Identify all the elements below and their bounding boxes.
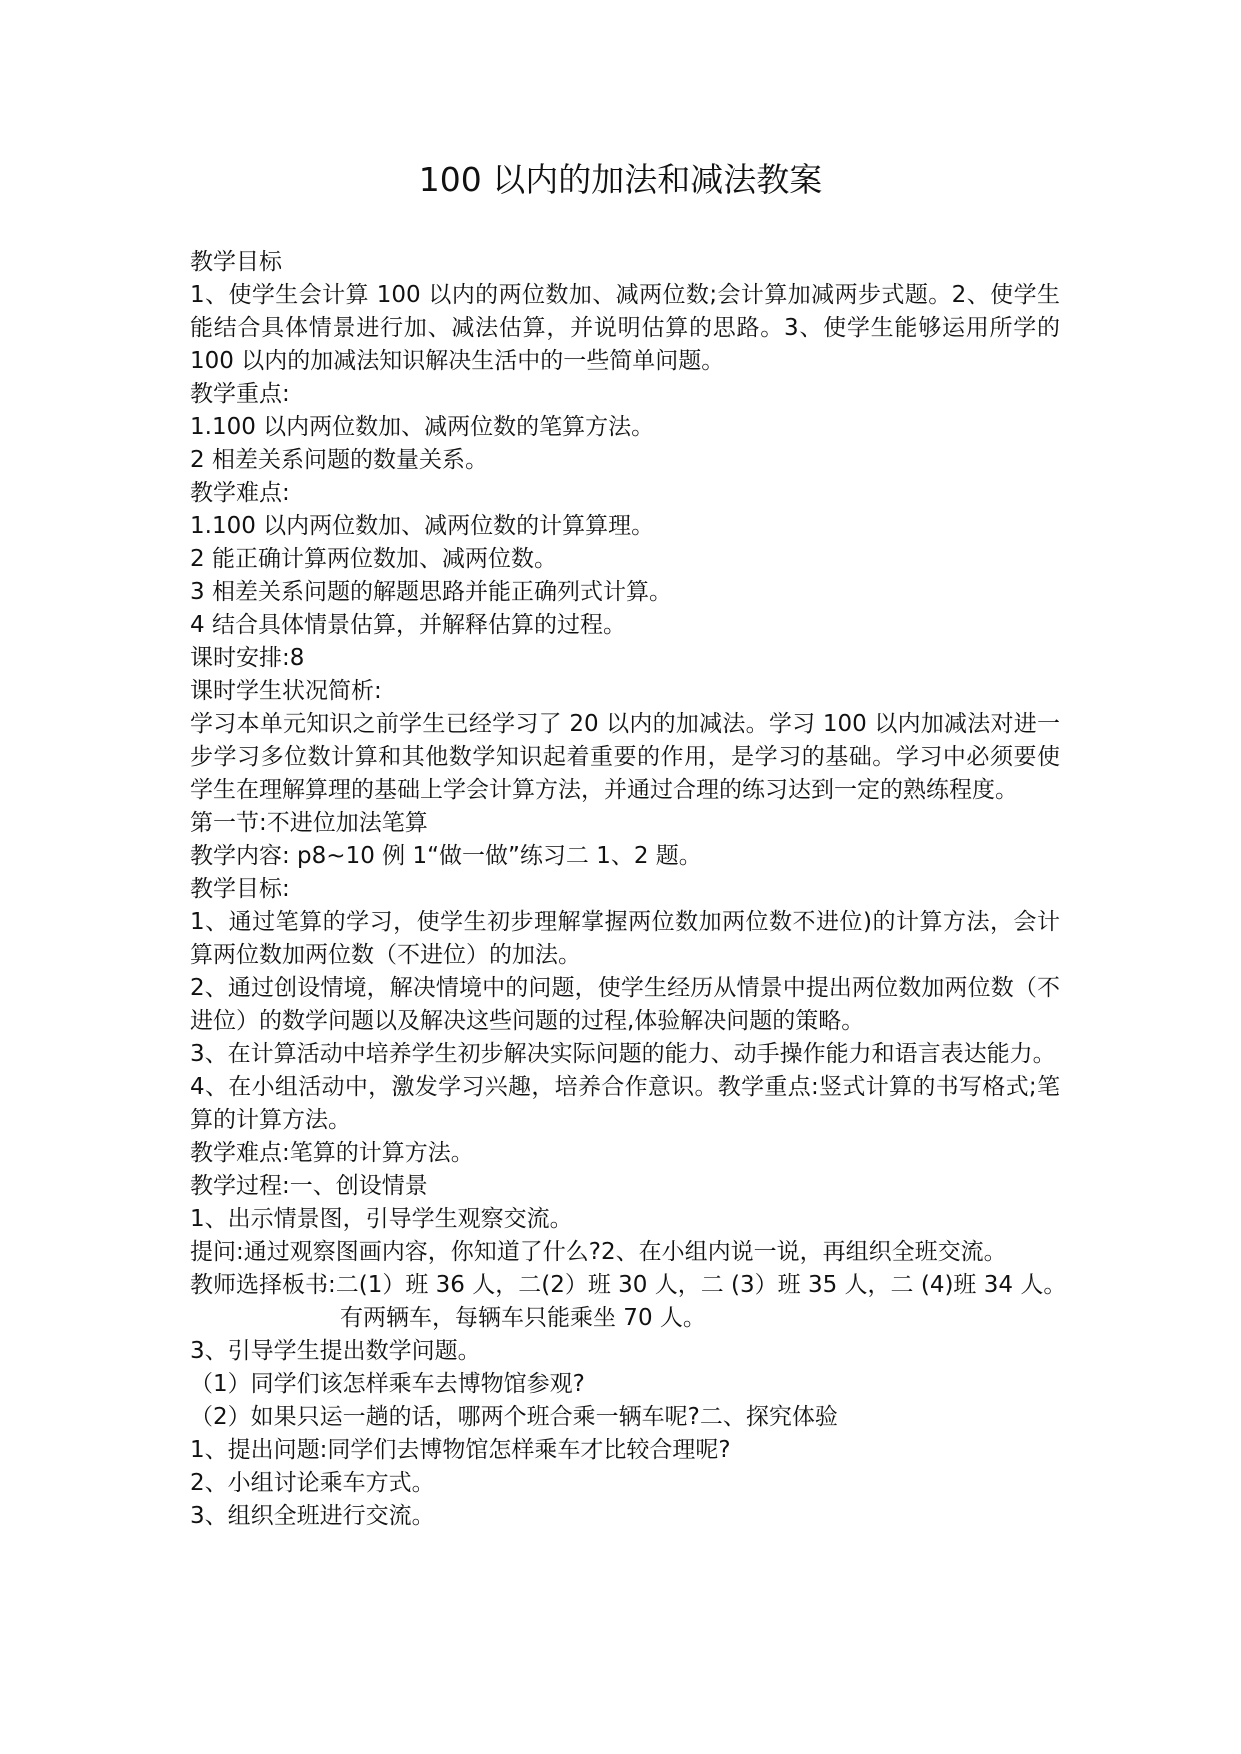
heading-key-points: 教学重点:: [190, 381, 290, 407]
heading-student-analysis: 课时学生状况简析:: [190, 678, 382, 704]
paragraph-student-analysis: 学习本单元知识之前学生已经学习了 20 以内的加减法。学习 100 以内加减法对进一步学习多位数计算和其他数学知识起着重要的作用，是学习的基础。学习中必须要使学生在理解算理的基础上学会计算方法，并通过合理的练习达到一定的熟练程度。: [190, 711, 1060, 803]
schedule-line: 课时安排:8: [190, 645, 305, 671]
document-body: [190, 246, 1067, 1533]
teaching-content-line: 教学内容: p8~10 例 1“做一做”练习二 1、2 题。: [190, 843, 702, 869]
process-item: 1、出示情景图，引导学生观察交流。: [190, 1206, 573, 1232]
goal-item: 3、在计算活动中培养学生初步解决实际问题的能力、动手操作能力和语言表达能力。: [190, 1041, 1056, 1067]
process-item: 3、引导学生提出数学问题。: [190, 1338, 481, 1364]
list-item: 1.100 以内两位数加、减两位数的笔算方法。: [190, 414, 655, 440]
section-difficulty-line: 教学难点:笔算的计算方法。: [190, 1140, 474, 1166]
blackboard-line: 教师选择板书:二(1）班 36 人，二(2）班 30 人，二 (3）班 35 人，二 (4)班 34 人。: [190, 1272, 1067, 1298]
document-title: 100 以内的加法和减法教案: [418, 160, 823, 199]
heading-teaching-goals: 教学目标: [190, 249, 282, 275]
section-heading: 第一节:不进位加法笔算: [190, 810, 428, 836]
goal-item: 1、通过笔算的学习，使学生初步理解掌握两位数加两位数不进位)的计算方法，会计算两位数加两位数（不进位）的加法。: [190, 909, 1060, 968]
goal-item: 2、通过创设情境，解决情境中的问题，使学生经历从情景中提出两位数加两位数（不进位）的数学问题以及解决这些问题的过程,体验解决问题的策略。: [190, 975, 1060, 1034]
process-item: 1、提出问题:同学们去博物馆怎样乘车才比较合理呢?: [190, 1437, 731, 1463]
heading-section-goals: 教学目标:: [190, 876, 290, 902]
process-item: 提问:通过观察图画内容，你知道了什么?2、在小组内说一说，再组织全班交流。: [190, 1239, 1007, 1265]
list-item: 3 相差关系问题的解题思路并能正确列式计算。: [190, 579, 672, 605]
list-item: 2 相差关系问题的数量关系。: [190, 447, 488, 473]
paragraph-goals: 1、使学生会计算 100 以内的两位数加、减两位数;会计算加减两步式题。2、使学生能结合具体情景进行加、减法估算，并说明估算的思路。3、使学生能够运用所学的 100 以内的加减法知识解决生活中的一些简单问题。: [190, 282, 1060, 374]
process-item: 2、小组讨论乘车方式。: [190, 1470, 435, 1496]
heading-difficulties: 教学难点:: [190, 480, 290, 506]
question-item: （1）同学们该怎样乘车去博物馆参观?: [190, 1371, 585, 1397]
process-heading: 教学过程:一、创设情景: [190, 1173, 428, 1199]
blackboard-line-indented: 有两辆车，每辆车只能乘坐 70 人。: [340, 1305, 706, 1331]
list-item: 1.100 以内两位数加、减两位数的计算算理。: [190, 513, 655, 539]
list-item: 2 能正确计算两位数加、减两位数。: [190, 546, 557, 572]
process-item: 3、组织全班进行交流。: [190, 1503, 435, 1529]
goal-item: 4、在小组活动中，激发学习兴趣，培养合作意识。教学重点:竖式计算的书写格式;笔算的计算方法。: [190, 1074, 1060, 1133]
question-item: （2）如果只运一趟的话，哪两个班合乘一辆车呢?二、探究体验: [190, 1404, 838, 1430]
list-item: 4 结合具体情景估算，并解释估算的过程。: [190, 612, 626, 638]
